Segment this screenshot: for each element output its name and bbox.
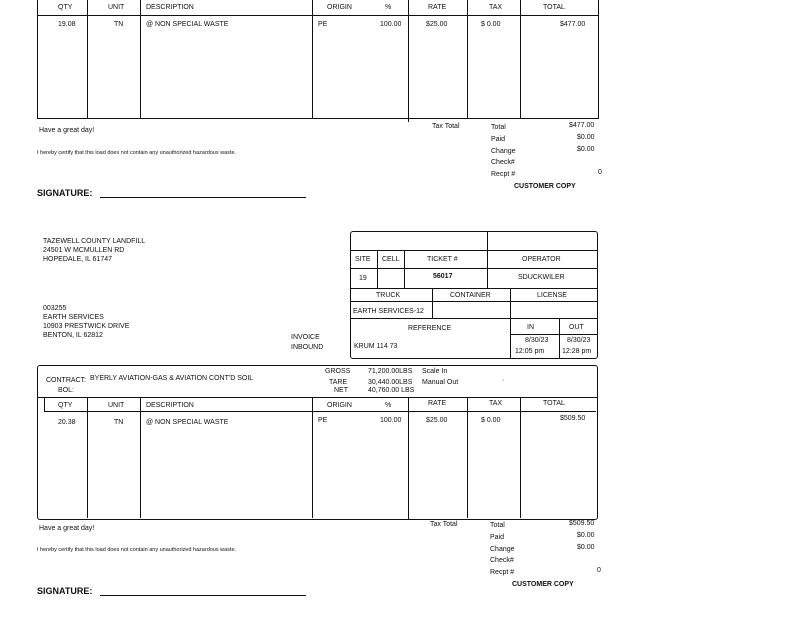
change-value: $0.00 bbox=[577, 146, 595, 153]
landfill-name: TAZEWELL COUNTY LANDFILL bbox=[43, 238, 146, 245]
landfill-address: 24501 W MCMULLEN RD bbox=[43, 247, 125, 254]
grid-line bbox=[432, 288, 433, 318]
col-sep bbox=[408, 0, 409, 122]
change-label: Change bbox=[490, 546, 515, 553]
row-tax: $ 0.00 bbox=[481, 21, 501, 28]
row-unit: TN bbox=[114, 21, 124, 28]
license-label: LICENSE bbox=[537, 292, 567, 299]
grid-line bbox=[350, 318, 598, 319]
invoice-label: INVOICE bbox=[291, 334, 320, 341]
receipt-value: 0 bbox=[597, 567, 601, 574]
col-sep bbox=[140, 397, 141, 518]
row-description: @ NON SPECIAL WASTE bbox=[146, 419, 229, 426]
signature-label: SIGNATURE: bbox=[37, 586, 93, 596]
tare-label: TARE bbox=[329, 379, 348, 386]
header-unit: UNIT bbox=[108, 4, 125, 11]
customer-city: BENTON, IL 62812 bbox=[43, 332, 103, 339]
customer-id: 003255 bbox=[43, 305, 67, 312]
col-sep bbox=[520, 397, 521, 518]
row-rate: $25.00 bbox=[426, 417, 448, 424]
col-sep bbox=[312, 397, 313, 518]
contract-label: CONTRACT: bbox=[46, 377, 87, 384]
check-label: Check# bbox=[491, 159, 515, 166]
grid-line bbox=[559, 318, 560, 358]
certify-text: I hereby certify that this load does not contain any unauthorized hazardous waste. bbox=[37, 150, 237, 156]
grid-line bbox=[350, 301, 598, 302]
row-tax: $ 0.00 bbox=[481, 417, 501, 424]
tare-value: 30,440.00LBS bbox=[368, 379, 413, 386]
operator-value: SDUCKWILER bbox=[518, 274, 565, 281]
col-sep bbox=[467, 397, 468, 518]
paid-label: Paid bbox=[490, 534, 505, 541]
grid-line bbox=[350, 288, 598, 289]
net-label: NET bbox=[334, 387, 348, 394]
out-label: OUT bbox=[569, 324, 584, 331]
tax-total-label: Tax Total bbox=[432, 123, 460, 130]
row-qty: 20.38 bbox=[58, 419, 76, 426]
signature-line bbox=[100, 595, 306, 596]
container-label: CONTAINER bbox=[450, 292, 491, 299]
out-date: 8/30/23 bbox=[567, 337, 591, 344]
ticket-label: TICKET # bbox=[427, 256, 458, 263]
check-label: Check# bbox=[490, 557, 514, 564]
gross-note: Scale In bbox=[422, 368, 448, 375]
row-origin: PE bbox=[318, 417, 328, 424]
header-origin: ORIGIN bbox=[327, 402, 352, 409]
table2-top bbox=[37, 397, 598, 398]
receipt-label: Recpt # bbox=[491, 171, 516, 178]
table2-left bbox=[44, 397, 45, 411]
total-label: Total bbox=[491, 124, 506, 131]
header-rate: RATE bbox=[428, 400, 447, 407]
contract-value: BYERLY AVIATION-GAS & AVIATION CONT'D SOIL bbox=[90, 375, 254, 382]
col-sep bbox=[87, 397, 88, 518]
header-qty: QTY bbox=[58, 402, 73, 409]
net-value: 40,760.00 LBS bbox=[368, 387, 415, 394]
row-pct: 100.00 bbox=[380, 417, 402, 424]
inbound-label: INBOUND bbox=[291, 344, 324, 351]
in-date: 8/30/23 bbox=[525, 337, 549, 344]
header-description: DESCRIPTION bbox=[146, 4, 194, 11]
row-rate: $25.00 bbox=[426, 21, 448, 28]
in-time: 12:05 pm bbox=[515, 348, 545, 355]
contract-box bbox=[37, 365, 598, 520]
dot-mark: · bbox=[502, 377, 505, 384]
total-value: $477.00 bbox=[569, 122, 595, 129]
table1-left-border bbox=[37, 0, 38, 118]
row-unit: TN bbox=[114, 419, 124, 426]
certify-text: I hereby certify that this load does not contain any unauthorized hazardous waste. bbox=[37, 547, 237, 553]
out-time: 12:28 pm bbox=[562, 348, 592, 355]
row-origin: PE bbox=[318, 21, 328, 28]
signature-label: SIGNATURE: bbox=[37, 188, 93, 198]
gross-label: GROSS bbox=[325, 368, 351, 375]
header-total: TOTAL bbox=[543, 4, 565, 11]
table1-right-border bbox=[598, 0, 599, 118]
truck-value: EARTH SERVICES-12 bbox=[353, 308, 424, 315]
cell-label: CELL bbox=[382, 256, 400, 263]
tare-note: Manual Out bbox=[422, 379, 459, 386]
row-total: $477.00 bbox=[560, 21, 586, 28]
landfill-city: HOPEDALE, IL 61747 bbox=[43, 256, 113, 263]
reference-label: REFERENCE bbox=[408, 325, 452, 332]
header-pct: % bbox=[385, 4, 392, 11]
header-tax: TAX bbox=[489, 4, 503, 11]
copy-label: CUSTOMER COPY bbox=[512, 581, 574, 588]
signature-line bbox=[100, 197, 306, 198]
receipt-value: 0 bbox=[598, 169, 602, 176]
in-label: IN bbox=[527, 324, 534, 331]
ticket-number: 56017 bbox=[433, 273, 453, 280]
change-label: Change bbox=[491, 148, 516, 155]
table1-header-line bbox=[37, 15, 599, 16]
total-label: Total bbox=[490, 522, 505, 529]
receipt-label: Recpt # bbox=[490, 569, 515, 576]
grid-line bbox=[350, 250, 598, 251]
bol-label: BOL: bbox=[58, 387, 74, 394]
header-origin: ORIGIN bbox=[327, 4, 352, 11]
paid-value: $0.00 bbox=[577, 134, 595, 141]
header-rate: RATE bbox=[428, 4, 447, 11]
operator-label: OPERATOR bbox=[522, 256, 561, 263]
change-value: $0.00 bbox=[577, 544, 595, 551]
row-qty: 19.08 bbox=[58, 21, 76, 28]
grid-line bbox=[404, 250, 405, 288]
col-sep bbox=[408, 397, 409, 520]
col-sep bbox=[140, 0, 141, 118]
col-sep bbox=[312, 0, 313, 118]
gross-value: 71,200.00LBS bbox=[368, 368, 413, 375]
customer-name: EARTH SERVICES bbox=[43, 314, 104, 321]
header-qty: QTY bbox=[58, 4, 73, 11]
site-label: SITE bbox=[355, 256, 371, 263]
row-pct: 100.00 bbox=[380, 21, 402, 28]
paid-value: $0.00 bbox=[577, 532, 595, 539]
header-unit: UNIT bbox=[108, 402, 125, 409]
copy-label: CUSTOMER COPY bbox=[514, 183, 576, 190]
grid-line bbox=[377, 250, 378, 288]
header-pct: % bbox=[385, 402, 392, 409]
paid-label: Paid bbox=[491, 136, 506, 143]
table2-header-bottom bbox=[44, 411, 596, 412]
header-description: DESCRIPTION bbox=[146, 402, 194, 409]
reference-value: KRUM 114 73 bbox=[354, 343, 398, 350]
header-total: TOTAL bbox=[543, 400, 565, 407]
grid-line bbox=[487, 231, 488, 288]
col-sep bbox=[520, 0, 521, 118]
total-value: $509.50 bbox=[569, 520, 595, 527]
greeting: Have a great day! bbox=[39, 525, 95, 532]
col-sep bbox=[87, 0, 88, 118]
row-description: @ NON SPECIAL WASTE bbox=[146, 21, 229, 28]
grid-line bbox=[510, 288, 511, 358]
col-sep bbox=[467, 0, 468, 118]
table1-bottom-border bbox=[37, 118, 599, 119]
truck-label: TRUCK bbox=[376, 292, 401, 299]
grid-line bbox=[510, 334, 598, 335]
grid-line bbox=[350, 268, 598, 269]
site-value: 19 bbox=[359, 275, 367, 282]
row-total: $509.50 bbox=[560, 415, 586, 422]
greeting: Have a great day! bbox=[39, 127, 95, 134]
header-tax: TAX bbox=[489, 400, 503, 407]
customer-address: 10903 PRESTWICK DRIVE bbox=[43, 323, 130, 330]
tax-total-label: Tax Total bbox=[430, 521, 458, 528]
